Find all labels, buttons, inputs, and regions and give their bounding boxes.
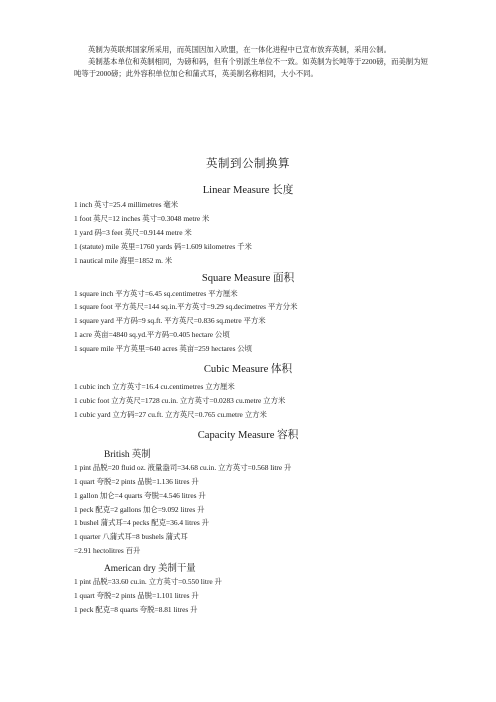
intro-paragraph-1: 英制为英联邦国家所采用，而英国因加入欧盟，在一体化进程中已宣布放弃英制，采用公制。 bbox=[88, 45, 392, 54]
cubic-line: 1 cubic foot 立方英尺=1728 cu.in. 立方英寸=0.0283 cu.metre 立方米 bbox=[74, 396, 286, 405]
linear-line: 1 yard 码=3 feet 英尺=0.9144 metre 米 bbox=[74, 228, 192, 237]
british-line: 1 pint 品脱=20 fluid oz. 液量盎司=34.68 cu.in. 立方英寸=0.568 litre 升 bbox=[74, 463, 292, 472]
british-line: 1 peck 配克=2 gallons 加仑=9.092 litres 升 bbox=[74, 505, 205, 514]
square-line: 1 square yard 平方码=9 sq.ft. 平方英尺=0.836 sq.metre 平方米 bbox=[74, 316, 266, 325]
american-line: 1 quart 夸脱=2 pints 品脱=1.101 litres 升 bbox=[74, 591, 199, 600]
square-line: 1 square foot 平方英尺=144 sq.in.平方英寸=9.29 sq.decimetres 平方分米 bbox=[74, 302, 298, 311]
square-line: 1 square inch 平方英寸=6.45 sq.centimetres 平方厘米 bbox=[74, 289, 238, 298]
section-title-cubic: Cubic Measure 体积 bbox=[203, 364, 293, 375]
american-line: 1 peck 配克=8 quarts 夸脱=8.81 litres 升 bbox=[74, 605, 198, 614]
square-line: 1 square mile 平方英里=640 acres 英亩=259 hectares 公顷 bbox=[74, 344, 253, 353]
cubic-line: 1 cubic yard 立方码=27 cu.ft. 立方英尺=0.765 cu.metre 立方米 bbox=[74, 410, 267, 419]
section-title-linear: Linear Measure 长度 bbox=[202, 185, 294, 196]
british-line: 1 quarter 八蒲式耳=8 bushels 蒲式耳 bbox=[74, 532, 188, 541]
subsection-title-british: British 英制 bbox=[104, 450, 151, 460]
section-title-capacity: Capacity Measure 容积 bbox=[197, 430, 299, 441]
intro-text bbox=[74, 44, 434, 81]
page-title: 英制到公制换算 bbox=[206, 158, 290, 170]
linear-line: 1 nautical mile 海里=1852 m. 米 bbox=[74, 256, 173, 265]
linear-line: 1 (statute) mile 英里=1760 yards 码=1.609 kilometres 千米 bbox=[74, 242, 252, 251]
linear-line: 1 inch 英寸=25.4 millimetres 毫米 bbox=[74, 200, 179, 209]
square-line: 1 acre 英亩=4840 sq.yd.平方码=0.405 hectare 公顷 bbox=[74, 330, 230, 339]
british-line: 1 gallon 加仑=4 quarts 夸脱=4.546 litres 升 bbox=[74, 491, 206, 500]
american-line: 1 pint 品脱=33.60 cu.in. 立方英寸=0.550 litre 升 bbox=[74, 577, 222, 586]
british-line: 1 quart 夸脱=2 pints 品脱=1.136 litres 升 bbox=[74, 477, 199, 486]
british-line: 1 bushel 蒲式耳=4 pecks 配克=36.4 litres 升 bbox=[74, 518, 209, 527]
section-title-square: Square Measure 面积 bbox=[201, 273, 295, 284]
british-line: =2.91 hectolitres 百升 bbox=[74, 546, 141, 555]
cubic-line: 1 cubic inch 立方英寸=16.4 cu.centimetres 立方厘米 bbox=[74, 382, 235, 391]
intro-paragraph-2: 美制基本单位和英制相同，为磅和码，但有个别派生单位不一致。如英制为长吨等于2200磅，而美制为短吨等于2000磅；此外容积单位加仑和蒲式耳，英美制名称相同，大小不同。 bbox=[74, 57, 428, 79]
subsection-title-american-dry: American dry 美制干量 bbox=[104, 564, 196, 574]
linear-line: 1 foot 英尺=12 inches 英寸=0.3048 metre 米 bbox=[74, 214, 210, 223]
